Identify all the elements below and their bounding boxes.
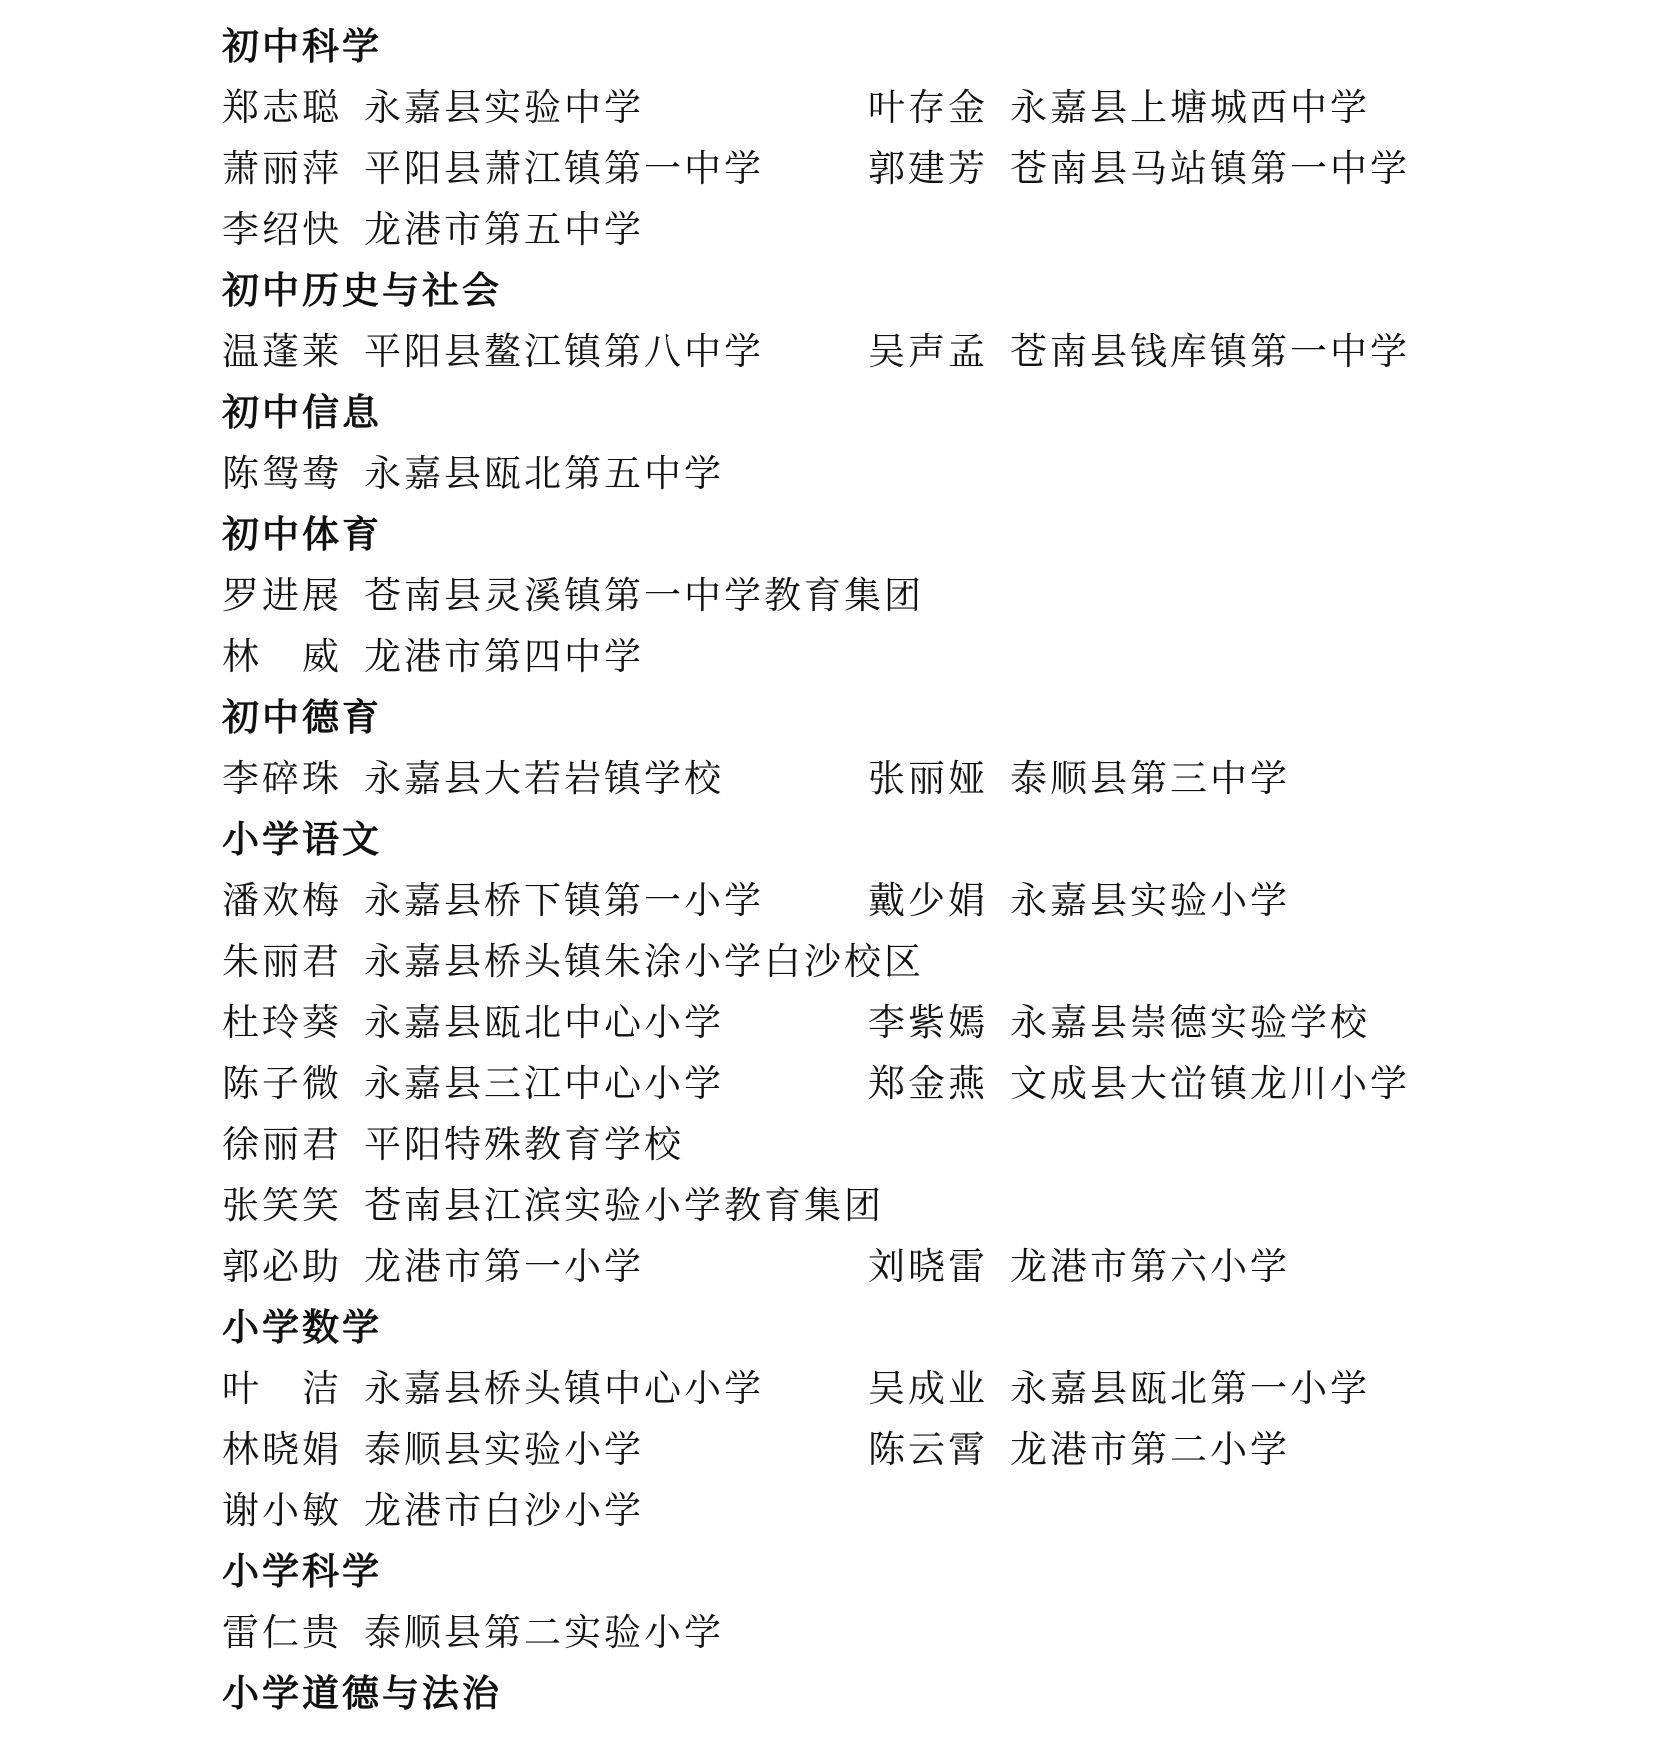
teacher-entry	[222, 1480, 644, 1541]
entry-row	[222, 1236, 1602, 1297]
teacher-entry	[868, 1053, 1410, 1114]
section-heading: 初中体育	[222, 513, 382, 556]
entry-row	[222, 931, 1602, 992]
teacher-entry	[222, 199, 644, 260]
school-name: 永嘉县大若岩镇学校	[364, 757, 724, 800]
entry-row	[222, 565, 1602, 626]
section-heading: 初中德育	[222, 696, 382, 739]
school-name: 泰顺县第三中学	[1010, 757, 1290, 800]
teacher-name: 朱丽君	[222, 940, 342, 983]
teacher-entry	[222, 1419, 644, 1480]
teacher-entry	[868, 870, 1290, 931]
school-name: 龙港市第六小学	[1010, 1245, 1290, 1288]
school-name: 永嘉县崇德实验学校	[1010, 1001, 1370, 1044]
teacher-name: 郭建芳	[868, 147, 988, 190]
section-heading: 小学道德与法治	[222, 1672, 502, 1715]
entry-row	[222, 992, 1602, 1053]
school-name: 龙港市第五中学	[364, 208, 644, 251]
teacher-entry	[868, 1419, 1290, 1480]
school-name: 永嘉县桥头镇中心小学	[364, 1367, 764, 1410]
teacher-name: 叶 洁	[222, 1367, 342, 1410]
teacher-entry	[222, 626, 644, 687]
teacher-name: 张笑笑	[222, 1184, 342, 1227]
entry-row	[222, 1480, 1602, 1541]
teacher-name: 陈云霄	[868, 1428, 988, 1471]
teacher-name: 吴声孟	[868, 330, 988, 373]
teacher-entry	[222, 870, 764, 931]
teacher-name: 郑金燕	[868, 1062, 988, 1105]
entry-row	[222, 1175, 1602, 1236]
entry-row	[222, 1419, 1602, 1480]
teacher-name: 李紫嫣	[868, 1001, 988, 1044]
entry-row	[222, 748, 1602, 809]
teacher-entry	[222, 931, 924, 992]
entry-row	[222, 443, 1602, 504]
teacher-name: 郑志聪	[222, 86, 342, 129]
section-heading: 小学语文	[222, 818, 382, 861]
school-name: 平阳县鳌江镇第八中学	[364, 330, 764, 373]
teacher-name: 温蓬莱	[222, 330, 342, 373]
school-name: 永嘉县桥头镇朱涂小学白沙校区	[364, 940, 924, 983]
teacher-name: 刘晓雷	[868, 1245, 988, 1288]
teacher-name: 陈子微	[222, 1062, 342, 1105]
teacher-entry	[222, 1114, 684, 1175]
teacher-name: 陈鸳鸯	[222, 452, 342, 495]
teacher-entry	[222, 992, 724, 1053]
school-name: 平阳县萧江镇第一中学	[364, 147, 764, 190]
teacher-name: 李碎珠	[222, 757, 342, 800]
teacher-name: 林晓娟	[222, 1428, 342, 1471]
teacher-entry	[222, 443, 724, 504]
section-heading: 初中科学	[222, 25, 382, 68]
section-heading: 小学科学	[222, 1550, 382, 1593]
school-name: 永嘉县三江中心小学	[364, 1062, 724, 1105]
teacher-entry	[222, 321, 764, 382]
entry-row	[222, 1358, 1602, 1419]
school-name: 泰顺县实验小学	[364, 1428, 644, 1471]
entry-row	[222, 321, 1602, 382]
teacher-entry	[868, 1358, 1370, 1419]
teacher-entry	[222, 1358, 764, 1419]
teacher-name: 郭必助	[222, 1245, 342, 1288]
entry-row	[222, 199, 1602, 260]
section-heading: 小学数学	[222, 1306, 382, 1349]
school-name: 文成县大峃镇龙川小学	[1010, 1062, 1410, 1105]
school-name: 龙港市第二小学	[1010, 1428, 1290, 1471]
school-name: 龙港市白沙小学	[364, 1489, 644, 1532]
teacher-name: 徐丽君	[222, 1123, 342, 1166]
teacher-name: 李绍快	[222, 208, 342, 251]
entry-row	[222, 77, 1602, 138]
teacher-name: 萧丽萍	[222, 147, 342, 190]
school-name: 永嘉县瓯北第一小学	[1010, 1367, 1370, 1410]
teacher-entry	[868, 1236, 1290, 1297]
teacher-entry	[222, 1602, 724, 1663]
school-name: 永嘉县桥下镇第一小学	[364, 879, 764, 922]
teacher-name: 林 威	[222, 635, 342, 678]
school-name: 永嘉县实验小学	[1010, 879, 1290, 922]
section-heading: 初中信息	[222, 391, 382, 434]
teacher-entry	[868, 77, 1370, 138]
teacher-name: 谢小敏	[222, 1489, 342, 1532]
school-name: 永嘉县上塘城西中学	[1010, 86, 1370, 129]
teacher-entry	[868, 321, 1410, 382]
teacher-entry	[222, 138, 764, 199]
teacher-entry	[222, 748, 724, 809]
teacher-entry	[868, 992, 1370, 1053]
teacher-name: 潘欢梅	[222, 879, 342, 922]
teacher-entry	[868, 748, 1290, 809]
teacher-entry	[868, 138, 1410, 199]
teacher-entry	[222, 565, 924, 626]
entry-row	[222, 870, 1602, 931]
school-name: 苍南县钱库镇第一中学	[1010, 330, 1410, 373]
teacher-name: 雷仁贵	[222, 1611, 342, 1654]
teacher-name: 叶存金	[868, 86, 988, 129]
teacher-name: 张丽娅	[868, 757, 988, 800]
teacher-name: 罗进展	[222, 574, 342, 617]
teacher-name: 戴少娟	[868, 879, 988, 922]
teacher-entry	[222, 1053, 724, 1114]
school-name: 永嘉县瓯北中心小学	[364, 1001, 724, 1044]
school-name: 永嘉县实验中学	[364, 86, 644, 129]
entry-row	[222, 1602, 1602, 1663]
teacher-name: 杜玲葵	[222, 1001, 342, 1044]
school-name: 苍南县江滨实验小学教育集团	[364, 1184, 884, 1227]
school-name: 泰顺县第二实验小学	[364, 1611, 724, 1654]
teacher-entry	[222, 1236, 644, 1297]
entry-row	[222, 138, 1602, 199]
teacher-entry	[222, 1175, 884, 1236]
school-name: 龙港市第一小学	[364, 1245, 644, 1288]
school-name: 龙港市第四中学	[364, 635, 644, 678]
entry-row	[222, 626, 1602, 687]
school-name: 苍南县灵溪镇第一中学教育集团	[364, 574, 924, 617]
section-heading: 初中历史与社会	[222, 269, 502, 312]
school-name: 苍南县马站镇第一中学	[1010, 147, 1410, 190]
teacher-entry	[222, 77, 644, 138]
entry-row	[222, 1053, 1602, 1114]
award-list-page	[222, 16, 1602, 1724]
entry-row	[222, 1114, 1602, 1175]
school-name: 永嘉县瓯北第五中学	[364, 452, 724, 495]
teacher-name: 吴成业	[868, 1367, 988, 1410]
school-name: 平阳特殊教育学校	[364, 1123, 684, 1166]
